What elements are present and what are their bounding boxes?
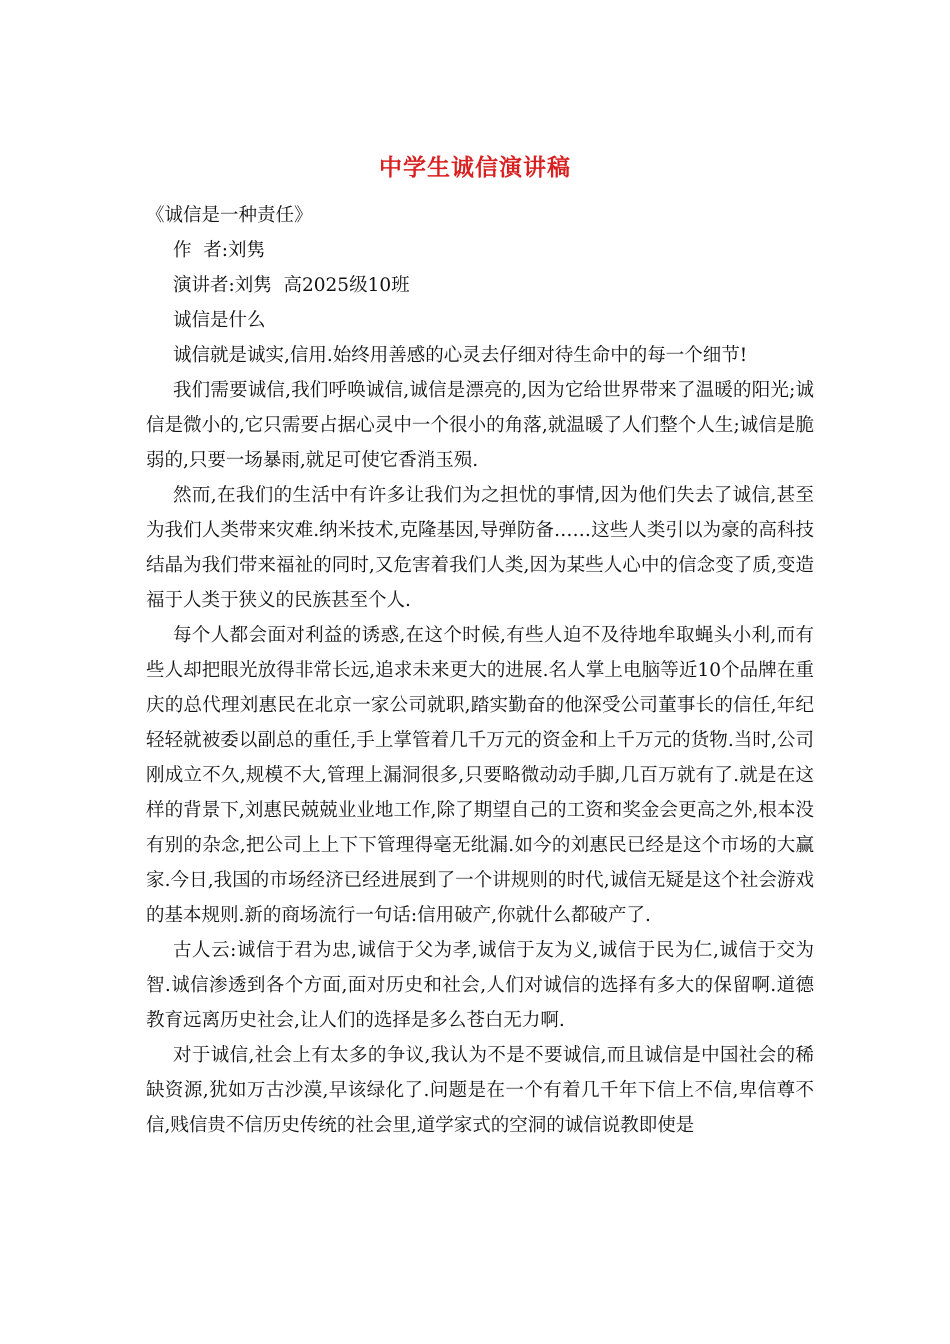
author-line: 作 者:刘隽 <box>173 240 265 261</box>
paragraph: 我们需要诚信,我们呼唤诚信,诚信是漂亮的,因为它给世界带来了温暖的阳光;诚信是微小的,它只需要占据心灵中一个很小的角落,就温暖了人们整个人生;诚信是脆弱的,只要一场暴雨,就足可使它香消玉殒. <box>146 380 814 471</box>
paragraph: 每个人都会面对利益的诱惑,在这个时候,有些人迫不及待地牟取蝇头小利,而有些人却把眼光放得非常长远,追求未来更大的进展.名人掌上电脑等近10个品牌在重庆的总代理刘惠民在北京一家公司就职,踏实勤奋的他深受公司董事长的信任,年纪轻轻就被委以副总的重任,手上掌管着几千万元的资金和上千万元的货物.当时,公司刚成立不久,规模不大,管理上漏洞很多,只要略微动动手脚,几百万就有了.就是在这样的背景下,刘惠民兢兢业业地工作,除了期望自己的工资和奖金会更高之外,根本没有别的杂念,把公司上上下下管理得毫无纰漏.如今的刘惠民已经是这个市场的大赢家.今日,我国的市场经济已经进展到了一个讲规则的时代,诚信无疑是这个社会游戏的基本规则.新的商场流行一句话:信用破产,你就什么都破产了. <box>146 625 814 926</box>
speech-subtitle: 《诚信是一种责任》 <box>146 205 313 226</box>
paragraph: 古人云:诚信于君为忠,诚信于父为孝,诚信于友为义,诚信于民为仁,诚信于交为智.诚信渗透到各个方面,面对历史和社会,人们对诚信的选择有多大的保留啊.道德教育远离历史社会,让人们的选择是多么苍白无力啊. <box>146 940 814 1031</box>
document-body <box>146 198 814 1143</box>
document-title: 中学生诚信演讲稿 <box>379 155 571 181</box>
paragraph: 对于诚信,社会上有太多的争议,我认为不是不要诚信,而且诚信是中国社会的稀缺资源,犹如万古沙漠,早该绿化了.问题是在一个有着几千年下信上不信,卑信尊不信,贱信贵不信历史传统的社会里,道学家式的空洞的诚信说教即使是 <box>146 1045 814 1136</box>
paragraph: 诚信就是诚实,信用.始终用善感的心灵去仔细对待生命中的每一个细节! <box>173 345 748 366</box>
speaker-line: 演讲者:刘隽 高2025级10班 <box>173 275 410 296</box>
paragraph: 诚信是什么 <box>173 310 266 331</box>
paragraph: 然而,在我们的生活中有许多让我们为之担忧的事情,因为他们失去了诚信,甚至为我们人类带来灾难.纳米技术,克隆基因,导弹防备……这些人类引以为豪的高科技结晶为我们带来福祉的同时,又危害着我们人类,因为某些人心中的信念变了质,变造福于人类于狭义的民族甚至个人. <box>146 485 814 611</box>
